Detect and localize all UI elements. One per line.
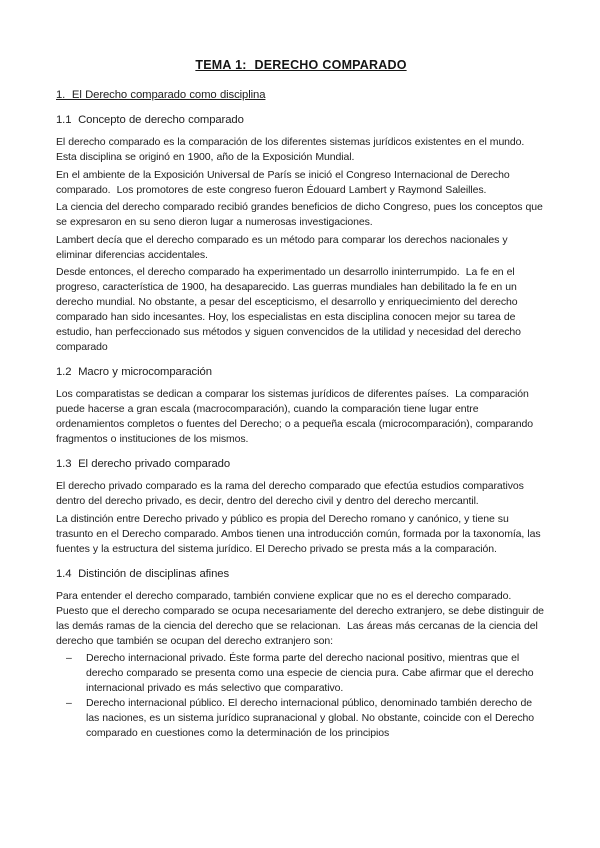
- paragraph: Los comparatistas se dedican a comparar los sistemas jurídicos de diferentes países. La comparación puede hacerse a gran escala (macrocomparación), cuando la comparación tiene lugar entre ordenamientos completos o fuentes del Derecho; o a pequeña escala (microcomparación), comparando fragmentos o instituciones de los mismos.: [56, 388, 533, 445]
- bullet-list: [56, 651, 546, 741]
- document-content: [56, 58, 546, 741]
- list-item-text: Derecho internacional público. El derecho internacional público, denominado también derecho de las naciones, es un sistema jurídico supranacional y global. No obstante, coincide con el Derecho comparado en cuestiones como la determinación de los principios: [86, 697, 535, 739]
- subsection-heading-1-4: 1.4 Distinción de disciplinas afines: [56, 567, 229, 580]
- paragraph: Desde entonces, el derecho comparado ha experimentado un desarrollo ininterrumpido. La fe en el progreso, característica de 1900, ha desaparecido. Las guerras mundiales han debilitado la fe en un derecho mundial. No obstante, a pesar del escepticismo, el desarrollo y enriquecimiento del derecho comparado han sido incesantes. Hoy, los especialistas en esta disciplina conocen mejor su tarea de estudio, han perfeccionado sus métodos y siguen convencidos de la utilidad y necesidad del derecho comparado: [56, 266, 521, 353]
- paragraph: El derecho privado comparado es la rama del derecho comparado que efectúa estudios comparativos dentro del derecho privado, es decir, dentro del derecho civil y dentro del derecho mercantil.: [56, 480, 524, 507]
- paragraph: En el ambiente de la Exposición Universal de París se inició el Congreso Internacional de Derecho comparado. Los promotores de este congreso fueron Édouard Lambert y Raymond Saleilles.: [56, 168, 510, 196]
- paragraph: El derecho comparado es la comparación de los diferentes sistemas jurídicos existentes en el mundo. Esta disciplina se originó en 1900, año de la Exposición Mundial.: [56, 136, 528, 163]
- paragraph: Lambert decía que el derecho comparado es un método para comparar los derechos nacionales y eliminar diferencias accidentales.: [56, 233, 508, 261]
- list-item: [56, 696, 546, 741]
- subsection-heading-1-3: 1.3 El derecho privado comparado: [56, 458, 231, 470]
- section-heading-1: 1. El Derecho comparado como disciplina: [56, 89, 266, 101]
- dash-list-marker: –: [66, 652, 72, 664]
- paragraph: La distinción entre Derecho privado y público es propia del Derecho romano y canónico, y tiene su trasunto en el Derecho comparado. Ambos tienen una introducción común, formada por la taxonomía, las fuentes y la estructura del sistema jurídico. El Derecho privado se presta más a la comparación.: [56, 512, 541, 555]
- list-item-text: Derecho internacional privado. Éste forma parte del derecho nacional positivo, mientras que el derecho comparado se presenta como una especie de ciencia pura. Cabe afirmar que el derecho internacional privado es más selectivo que comparativo.: [86, 652, 534, 694]
- paragraph: Para entender el derecho comparado, también conviene explicar que no es el derecho comparado. Puesto que el derecho comparado se ocupa necesariamente del derecho extranjero, se debe distinguir de las demás ramas de la ciencia del derecho que se relacionan. Las áreas más cercanas de la ciencia del derecho que también se ocupan del derecho extranjero son:: [56, 589, 544, 647]
- list-item: [56, 651, 546, 696]
- paragraph: La ciencia del derecho comparado recibió grandes beneficios de dicho Congreso, pues los conceptos que se expresaron en su seno dieron lugar a numerosas investigaciones.: [56, 201, 543, 228]
- document-title: TEMA 1: DERECHO COMPARADO: [195, 58, 407, 72]
- subsection-heading-1-2: 1.2 Macro y microcomparación: [56, 366, 212, 378]
- dash-list-marker: –: [66, 697, 72, 709]
- subsection-heading-1-1: 1.1 Concepto de derecho comparado: [56, 114, 244, 126]
